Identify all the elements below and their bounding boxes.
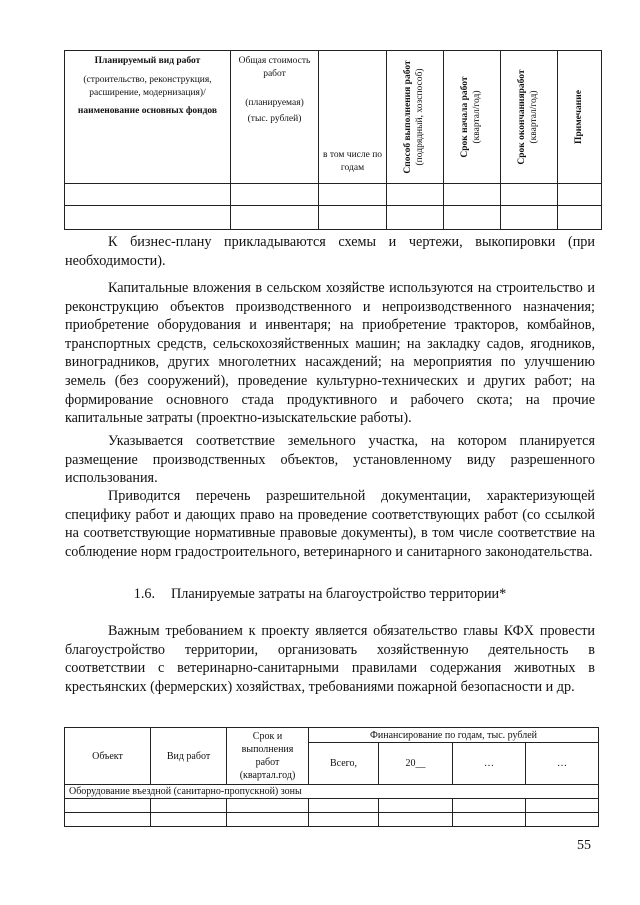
header-planned-work (65, 51, 231, 184)
section-heading (0, 586, 640, 603)
section-number: 1.6. (133, 586, 156, 602)
page-number: 55 (577, 838, 591, 853)
header-financing: Финансирование по годам, тыс. рублей (309, 728, 599, 743)
header-dots-2: … (526, 743, 599, 785)
table-row (65, 206, 602, 230)
header-end-date-title: Срок окончанияработ (517, 69, 528, 165)
header-total: Всего, (309, 743, 379, 785)
paragraph-attachments: К бизнес-плану прикладываются схемы и чертежи, выкопировки (при необходимости). (65, 234, 595, 269)
header-work-method (387, 51, 444, 184)
capital-works-table (64, 50, 602, 230)
header-total-cost-title: Общая стоимость работ (238, 56, 311, 79)
header-start-date-sub: (квартал/год) (472, 90, 482, 144)
header-by-years-text: в том числе по годам (322, 150, 383, 174)
improvement-costs-table (64, 727, 599, 827)
header-year: 20__ (379, 743, 453, 785)
header-end-date (501, 51, 558, 184)
table-row (65, 813, 599, 827)
header-object: Объект (65, 728, 151, 785)
paragraph-requirement: Важным требованием к проекту является обязательство главы КФХ провести благоустройство территории, организовать хозяйственную деятельность в соответствии с ветеринарно-санитарными правилами содержания животных в крестьянских (фермерских) хозяйствах, требованиями пожарной безопасности и др. (65, 623, 595, 695)
table-row (65, 799, 599, 813)
header-planned-work-name: наименование основных фондов (77, 106, 218, 117)
header-total-cost-note: (планируемая) (245, 97, 304, 108)
header-note (558, 51, 602, 184)
header-start-date (444, 51, 501, 184)
header-planned-work-subtitle: (строительство, реконструкция, расширение, модернизация)/ (83, 74, 212, 98)
header-work-method-title: Способ выполнения работ (403, 60, 414, 174)
header-end-date-sub: (квартал/год) (529, 90, 539, 144)
table-row (65, 184, 602, 206)
header-by-years (319, 51, 387, 184)
header-total-cost-unit: (тыс. рублей) (247, 114, 302, 125)
header-dots-1: … (453, 743, 526, 785)
header-term: Срок и выполнения работ (квартал.год) (227, 728, 309, 785)
paragraph-capital-investments: Капитальные вложения в сельском хозяйстве используются на строительство и реконструкцию объектов производственного и непроизводственного назначения; приобретение оборудования и инвентаря; на приобретение тракторов, комбайнов, транспортных средств, сельскохозяйственных машин; на закладку садов, ягодников, виноградников, других многолетних насаждений; на мероприятия по улучшению земель (без сооружений), проведение культурно-технических и других работ; на формирование основного стада продуктивного и рабочего скота; на прочие капитальные затраты (проектно-изыскательские работы). (65, 280, 595, 427)
paragraph-land-compliance: Указывается соответствие земельного участка, на котором планируется размещение производственных объектов, установленному виду разрешенного использования. (65, 433, 595, 487)
header-note-title: Примечание (573, 90, 584, 144)
header-work-type: Вид работ (151, 728, 227, 785)
header-total-cost (231, 51, 319, 184)
row-entry-zone-label: Оборудование въездной (санитарно-пропускной) зоны (65, 785, 599, 799)
header-start-date-title: Срок начала работ (460, 76, 471, 158)
header-work-method-sub: (подрядный, хозспособ) (415, 68, 425, 166)
header-planned-work-title: Планируемый вид работ (94, 56, 201, 66)
section-title: Планируемые затраты на благоустройство территории* (171, 586, 507, 602)
paragraph-permits: Приводится перечень разрешительной документации, характеризующей специфику работ и дающих право на проведение соответствующих работ (со ссылкой на соответствующие нормативные правовые документы), в том числе соответствие на соблюдение норм градостроительного, ветеринарного и санитарного законодательства. (65, 488, 595, 560)
